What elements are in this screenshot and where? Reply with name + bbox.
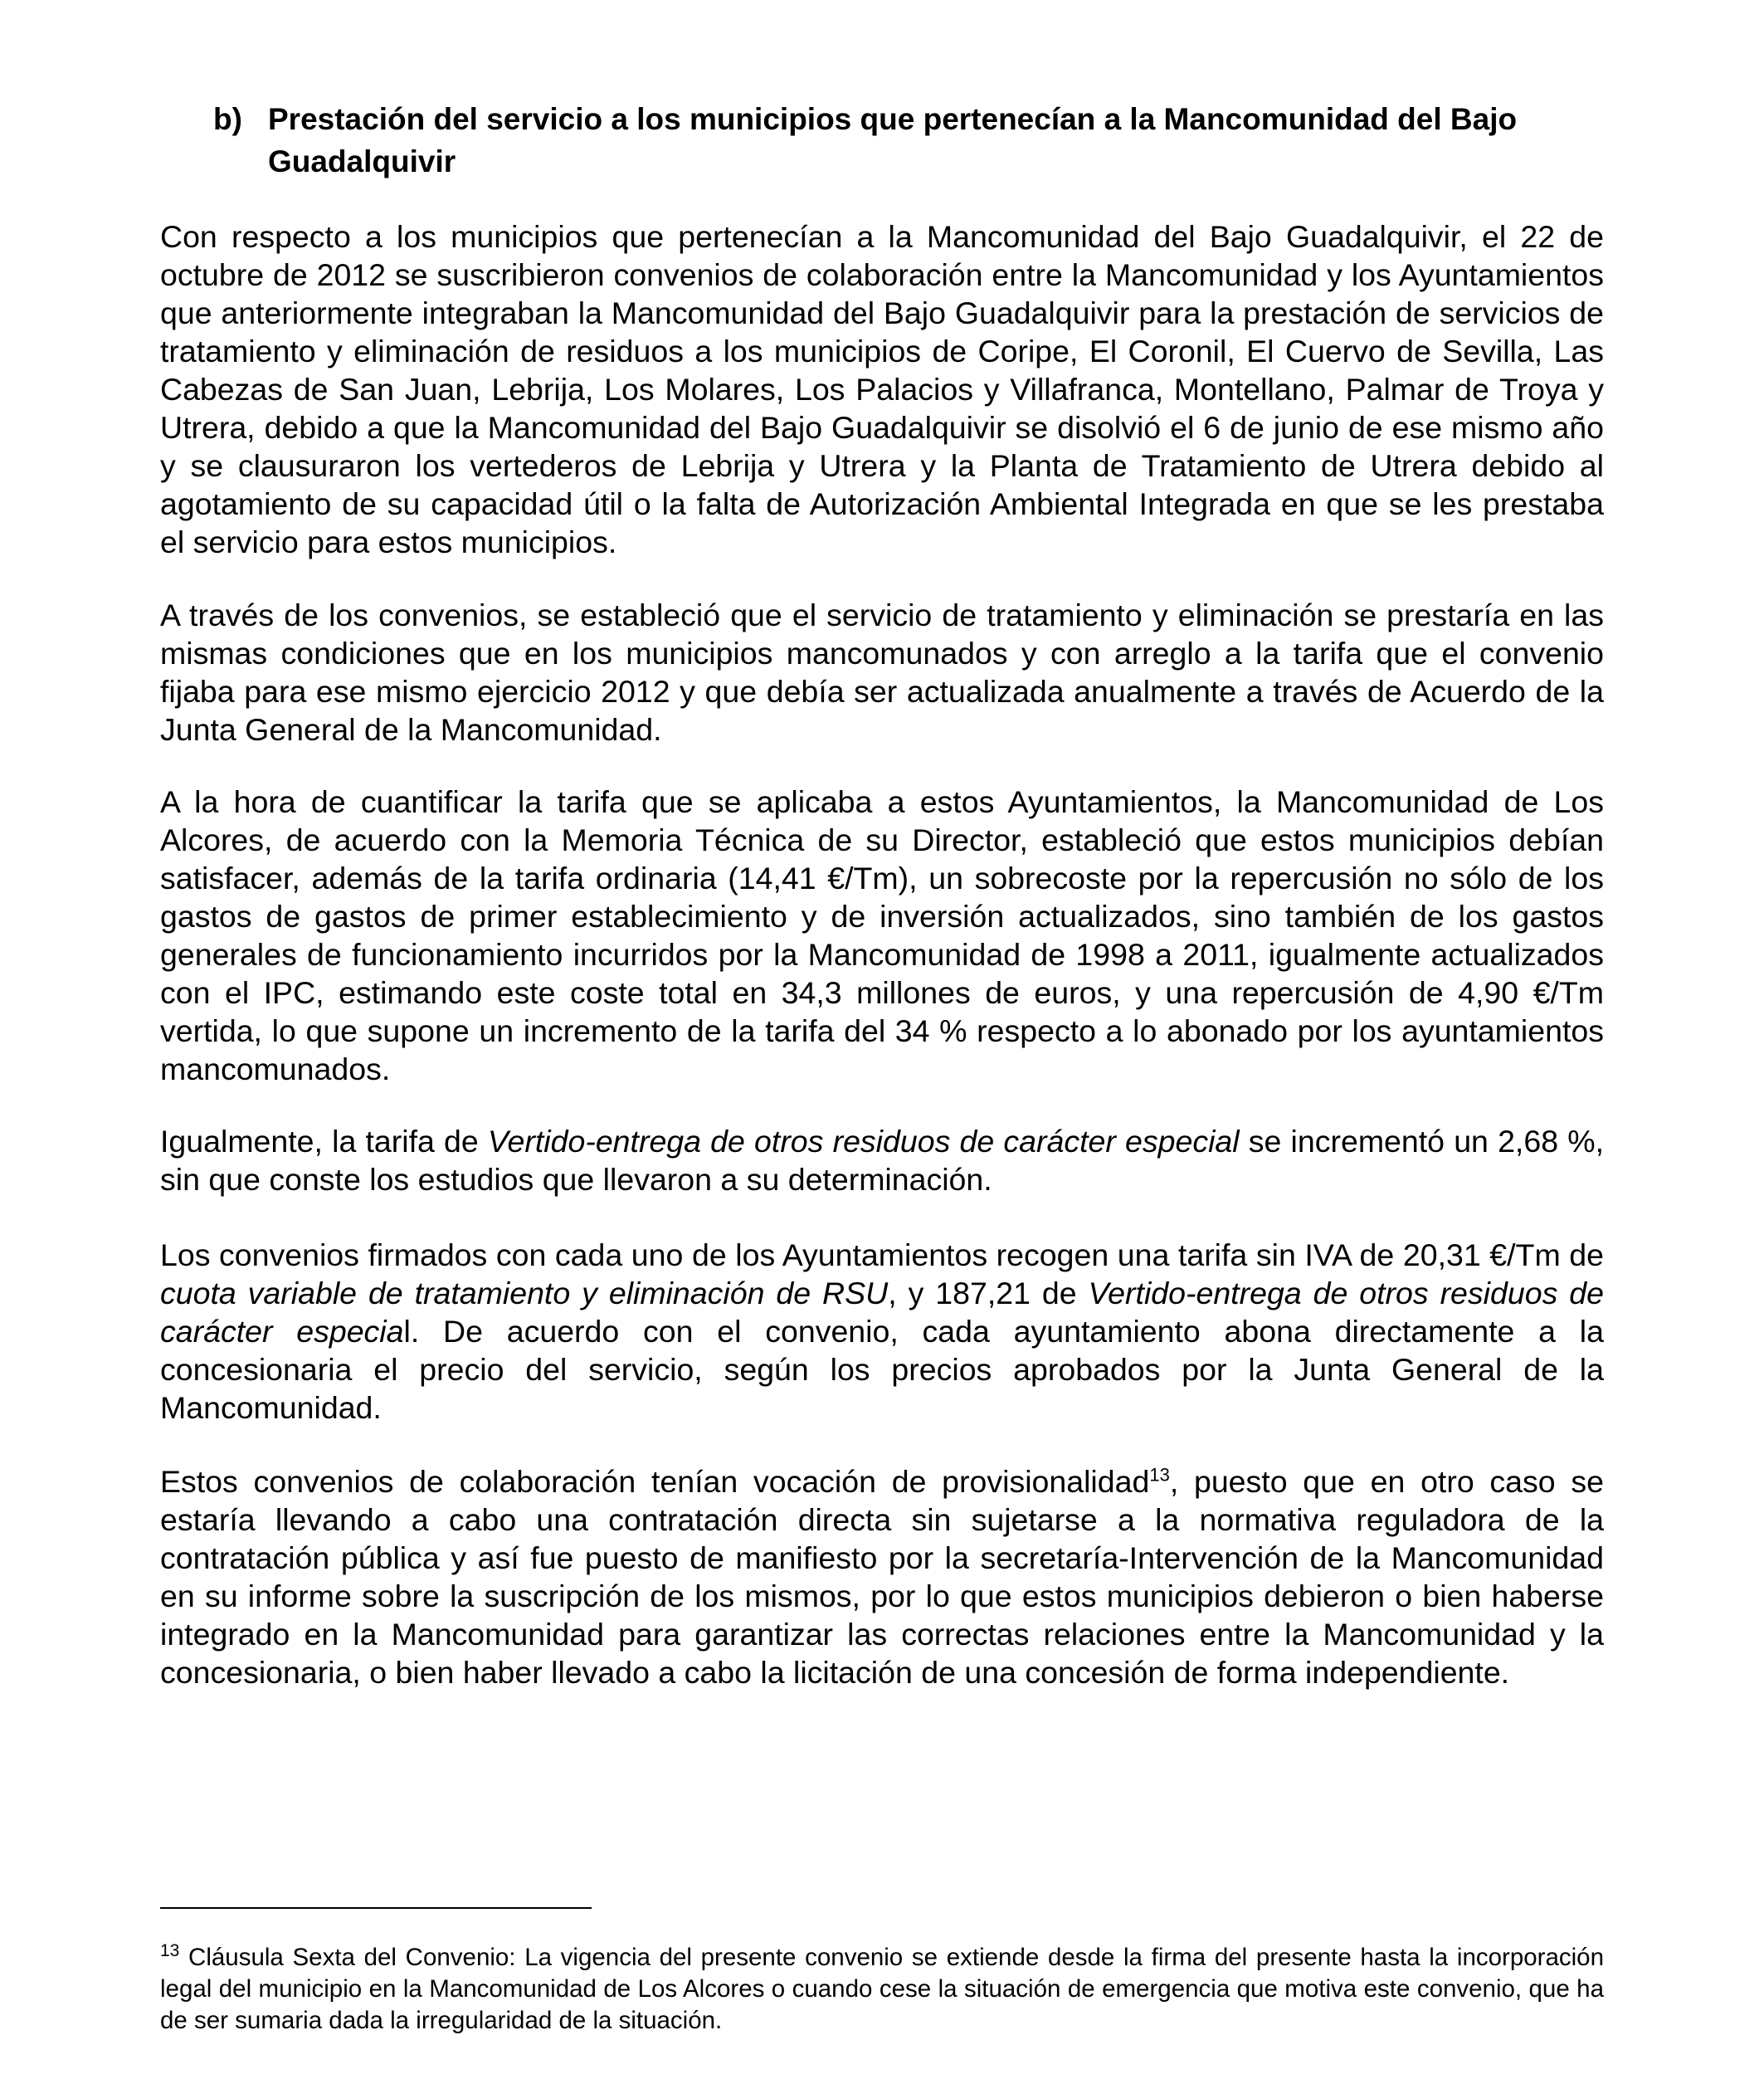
paragraph-5-italic-term-1: cuota variable de tratamiento y eliminación de RSU [160,1276,889,1310]
paragraph-6-text-before: Estos convenios de colaboración tenían vocación de provisionalidad [160,1464,1150,1499]
paragraph-5-text-part2: , y 187,21 de [888,1276,1089,1310]
footnote-reference[interactable]: 13 [1149,1464,1170,1486]
paragraph-5-italic-term-2: Vertido-entrega de otros residuos de carácter especia [160,1276,1604,1349]
paragraph-5-text-part1: Los convenios firmados con cada uno de los Ayuntamientos recogen una tarifa sin IVA de 20,31 €/Tm de [160,1237,1604,1272]
footnote-separator [160,1907,592,1909]
section-title: Prestación del servicio a los municipios que pertenecían a la Mancomunidad del Bajo Guadalquivir [268,102,1518,178]
paragraph-4-text-after: se incrementó un 2,68 %, sin que conste los estudios que llevaron a su determinación. [160,1124,1604,1197]
paragraph-1: Con respecto a los municipios que pertenecían a la Mancomunidad del Bajo Guadalquivir, el 22 de octubre de 2012 se suscribieron convenios de colaboración entre la Mancomunidad y los Ayuntamientos que anteriormente integraban la Mancomunidad del Bajo Guadalquivir para la prestación de servicios de tratamiento y eliminación de residuos a los municipios de Coripe, El Coronil, El Cuervo de Sevilla, Las Cabezas de San Juan, Lebrija, Los Molares, Los Palacios y Villafranca, Montellano, Palmar de Troya y Utrera, debido a que la Mancomunidad del Bajo Guadalquivir se disolvió el 6 de junio de ese mismo año y se clausuraron los vertederos de Lebrija y Utrera y la Planta de Tratamiento de Utrera debido al agotamiento de su capacidad útil o la falta de Autorización Ambiental Integrada en que se les prestaba el servicio para estos municipios. [160,219,1604,559]
paragraph-5-text-part3: l. De acuerdo con el convenio, cada ayuntamiento abona directamente a la concesionaria el precio del servicio, según los precios aprobados por la Junta General de la Mancomunidad. [160,1314,1604,1425]
paragraph-6 [160,1462,1604,1691]
paragraph-3: A la hora de cuantificar la tarifa que se aplicaba a estos Ayuntamientos, la Mancomunidad de Los Alcores, de acuerdo con la Memoria Técnica de su Director, estableció que estos municipios debían satisfacer, además de la tarifa ordinaria (14,41 €/Tm), un sobrecoste por la repercusión no sólo de los gastos de gastos de primer establecimiento y de inversión actualizados, sino también de los gastos generales de funcionamiento incurridos por la Mancomunidad de 1998 a 2011, igualmente actualizados con el IPC, estimando este coste total en 34,3 millones de euros, y una repercusión de 4,90 €/Tm vertida, lo que supone un incremento de la tarifa del 34 % respecto a lo abonado por los ayuntamientos mancomunados. [160,784,1604,1086]
paragraph-4-italic-term: Vertido-entrega de otros residuos de carácter especial [487,1124,1240,1159]
paragraph-2: A través de los convenios, se estableció que el servicio de tratamiento y eliminación se prestaría en las mismas condiciones que en los municipios mancomunados y con arreglo a la tarifa que el convenio fijaba para ese mismo ejercicio 2012 y que debía ser actualizada anualmente a través de Acuerdo de la Junta General de la Mancomunidad. [160,598,1604,747]
paragraph-6-text-after: , puesto que en otro caso se estaría llevando a cabo una contratación directa sin sujetarse a la normativa reguladora de la contratación pública y así fue puesto de manifiesto por la secretaría-Intervención de la Mancomunidad en su informe sobre la suscripción de los mismos, por lo que estos municipios debieron o bien haberse integrado en la Mancomunidad para garantizar las correctas relaciones entre la Mancomunidad y la concesionaria, o bien haber llevado a cabo la licitación de una concesión de forma independiente. [160,1464,1604,1690]
paragraph-4 [160,1122,1604,1198]
footnote [160,1942,1604,2037]
section-heading [213,98,1615,183]
section-marker: b) [213,102,242,136]
footnote-text: Cláusula Sexta del Convenio: La vigencia del presente convenio se extiende desde la firma del presente hasta la incorporación legal del municipio en la Mancomunidad de Los Alcores o cuando cese la situación de emergencia que motiva este convenio, que ha de ser sumaria dada la irregularidad de la situación. [160,1944,1604,2034]
paragraph-5 [160,1236,1604,1427]
footnote-number: 13 [160,1941,180,1961]
paragraph-4-text-before: Igualmente, la tarifa de [160,1124,488,1159]
